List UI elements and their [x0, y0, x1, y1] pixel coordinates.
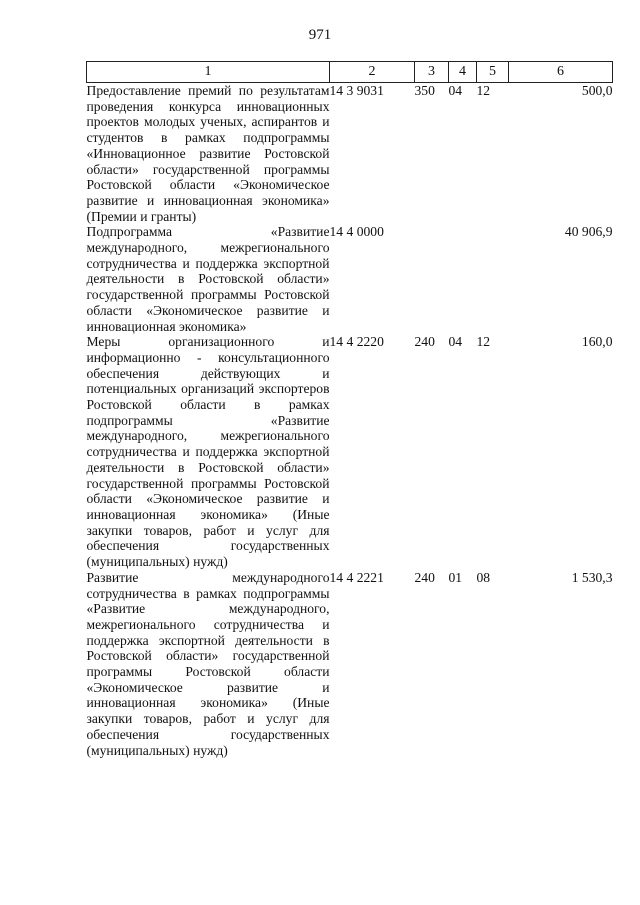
page-number: 971: [308, 27, 332, 43]
row-expense-type: 240: [414, 569, 435, 585]
row-section: 04: [448, 83, 463, 98]
row-section: 01: [448, 569, 463, 585]
table-row: [87, 224, 613, 334]
row-subsection: 12: [476, 334, 491, 350]
row-target-code: 14 3 9031: [329, 83, 384, 98]
row-expense-type: [415, 224, 449, 334]
row-section: 04: [448, 334, 463, 350]
row-amount: 160,0: [581, 334, 613, 350]
header-col-5: 5: [477, 62, 509, 83]
header-col-6: 6: [509, 62, 613, 83]
table-row: [87, 83, 613, 225]
row-target-code: 14 4 0000: [329, 224, 384, 240]
header-col-2: 2: [330, 62, 415, 83]
row-target-code: 14 4 2221: [329, 569, 384, 585]
row-section: [449, 224, 477, 334]
row-subsection: 08: [476, 569, 491, 585]
row-target-code: 14 4 2220: [329, 334, 384, 350]
budget-table: [86, 61, 613, 758]
header-col-4: 4: [449, 62, 477, 83]
row-name: Предоставление премий по результатам проведения конкурса инновационных проектов молодых ученых, аспирантов и студентов в рамках подпрограммы «Инновационное развитие Ростовской области» государственной программы Ростовской области «Экономическое развитие и инновационная экономика» (Премии и гранты): [86, 83, 330, 224]
row-expense-type: 240: [414, 334, 435, 350]
header-col-3: 3: [415, 62, 449, 83]
row-amount: 500,0: [581, 83, 613, 98]
row-expense-type: 350: [414, 83, 435, 98]
table-row: [87, 334, 613, 570]
table-row: [87, 570, 613, 758]
row-subsection: 12: [476, 83, 491, 98]
row-name: Развитие международного сотрудничества в рамках подпрограммы «Развитие международного, межрегионального сотрудничества и поддержка экспортной деятельности в Ростовской области» государственной программы Ростовской области «Экономическое развитие и инновационная экономика» (Иные закупки товаров, работ и услуг для обеспечения государственных (муниципальных) нужд): [86, 569, 330, 758]
row-amount: 40 906,9: [564, 224, 613, 240]
row-name: Подпрограмма «Развитие международного, межрегионального сотрудничества и поддержка экспортной деятельности в Ростовской области» государственной программы Ростовской области «Экономическое развитие и инновационная экономика»: [86, 224, 330, 334]
header-col-1: 1: [87, 62, 330, 83]
table-header-row: [87, 62, 613, 83]
row-name: Меры организационного и информационно - консультационного обеспечения действующих и потенциальных организаций экспортеров Ростовской области в рамках подпрограммы «Развитие международного, межрегионального сотрудничества и поддержка экспортной деятельности в Ростовской области» государственной программы Ростовской области «Экономическое развитие и инновационная экономика» (Иные закупки товаров, работ и услуг для обеспечения государственных (муниципальных) нужд): [86, 334, 330, 570]
row-amount: 1 530,3: [571, 569, 613, 585]
row-subsection: [477, 224, 509, 334]
